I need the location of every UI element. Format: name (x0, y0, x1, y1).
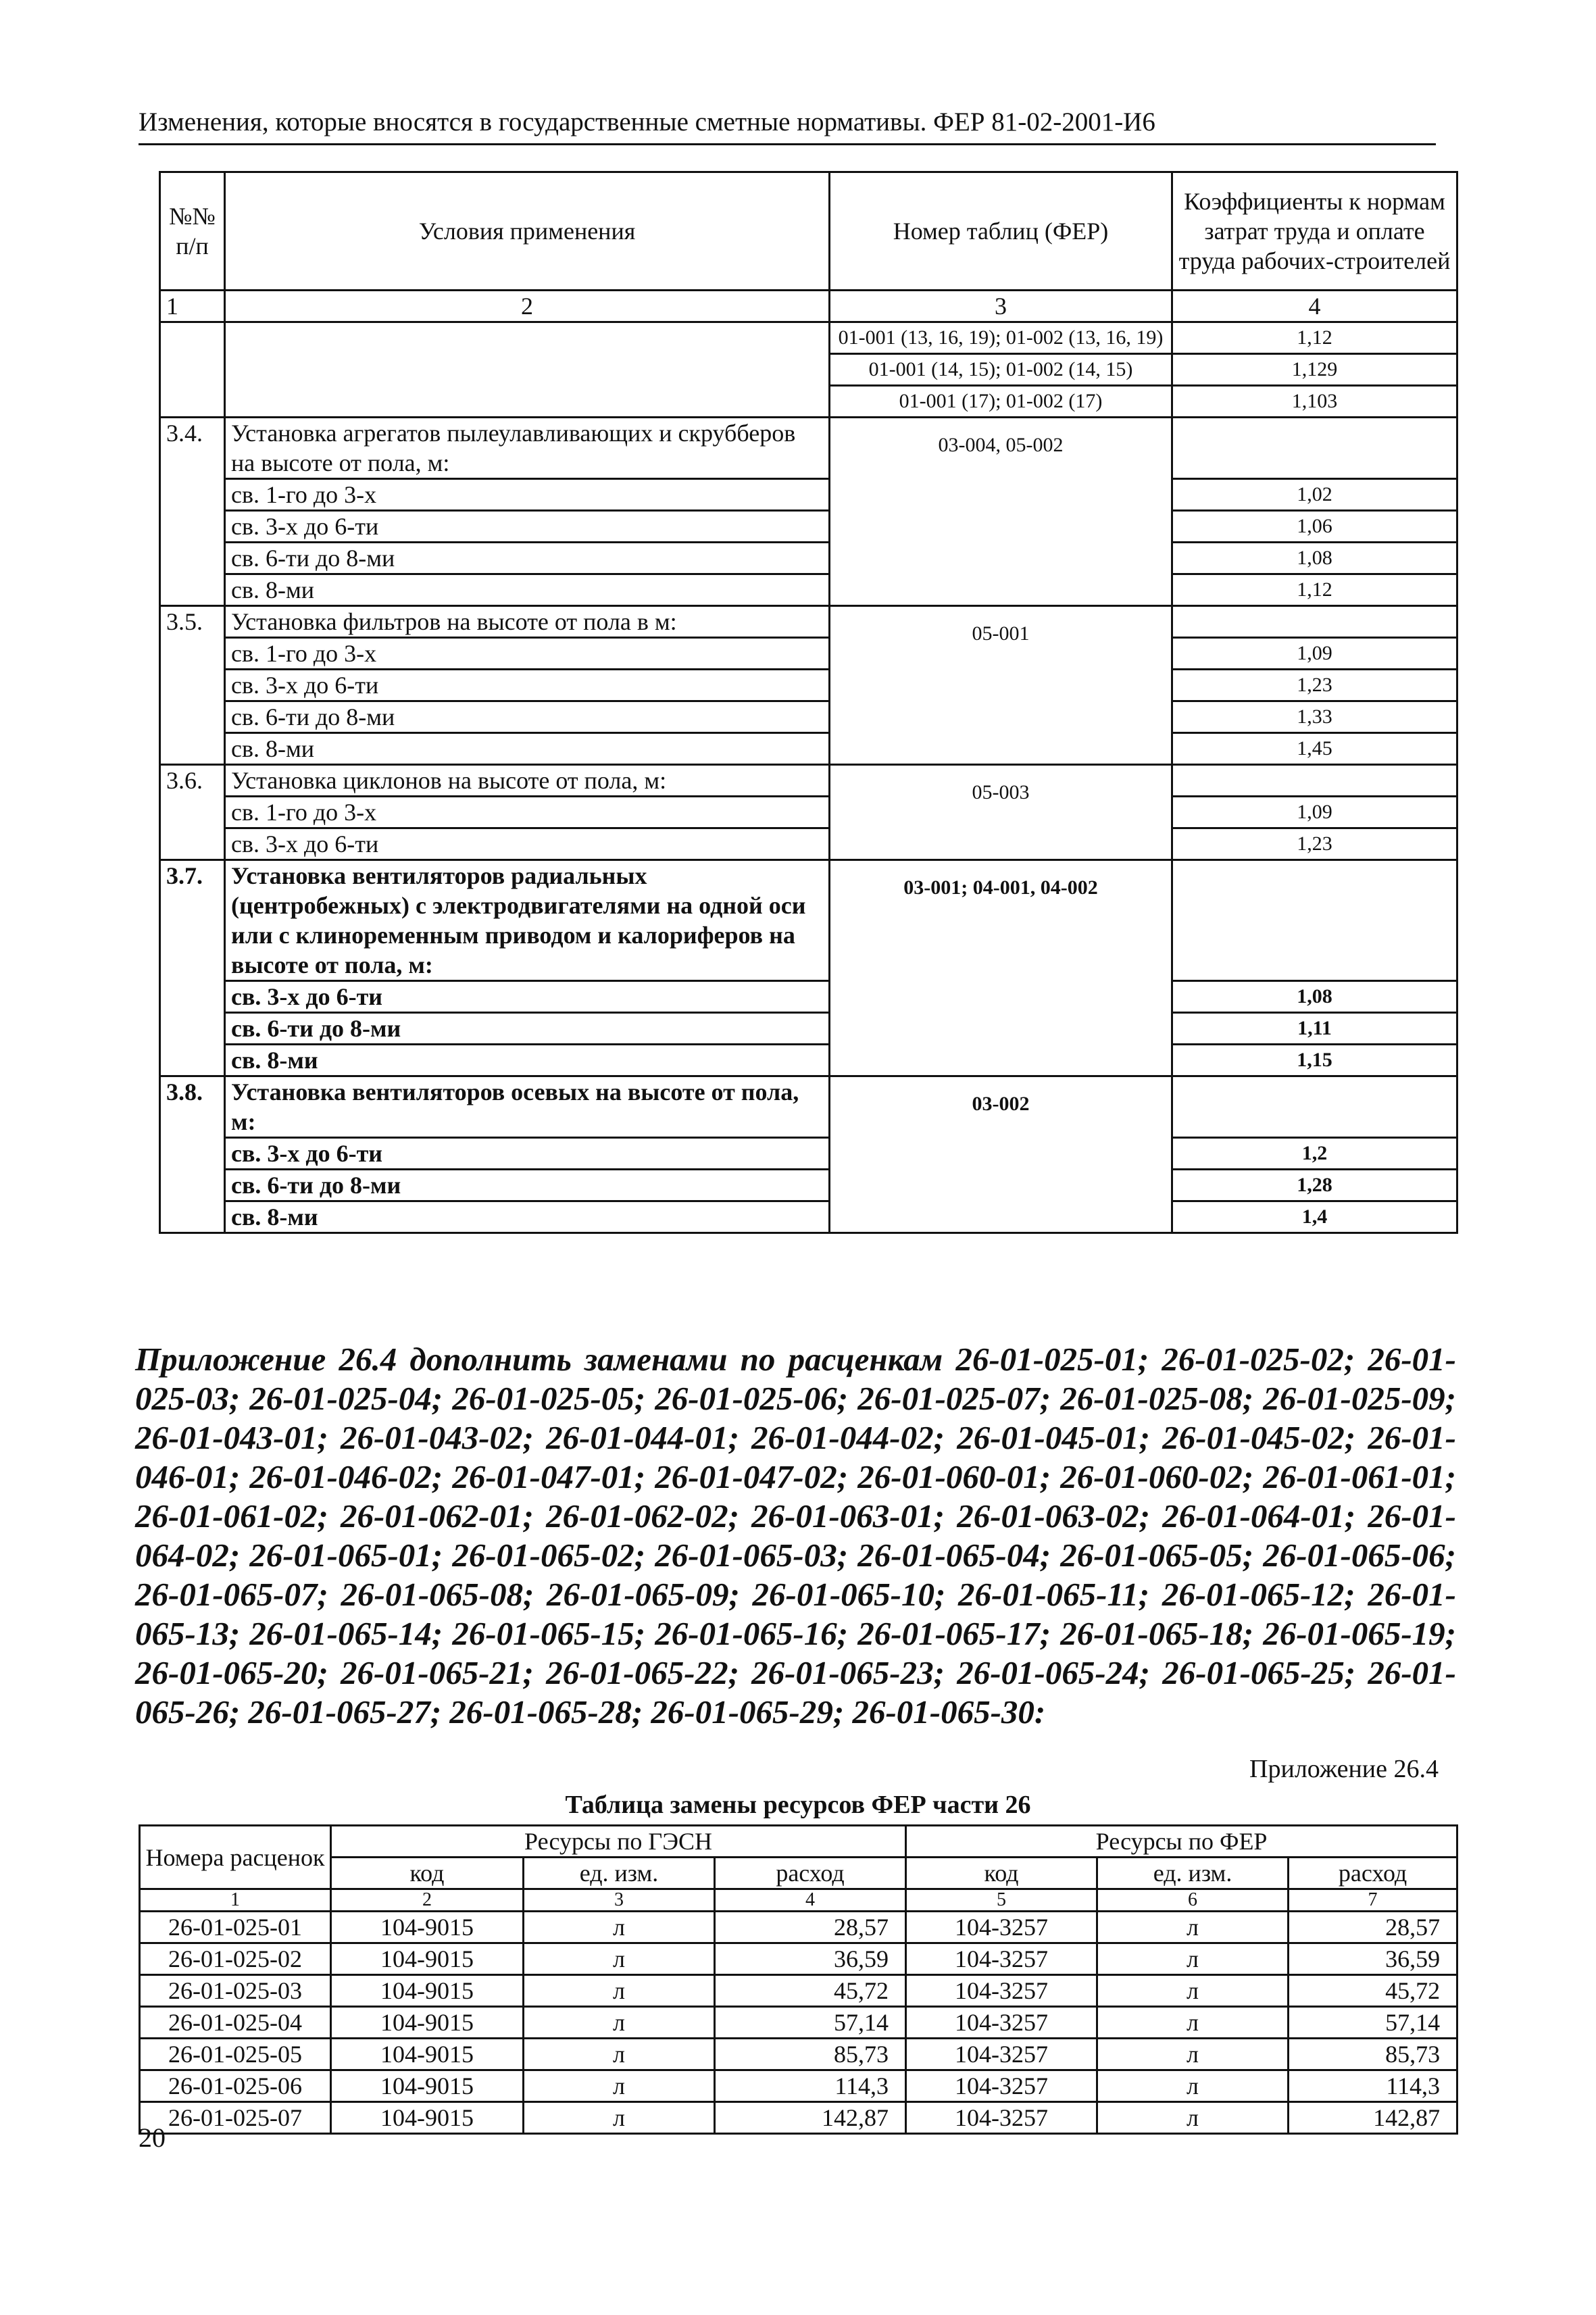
coef-cell: 1,06 (1172, 511, 1457, 543)
coef-cell-empty (1172, 418, 1457, 479)
table-cell: 26-01-025-07 (140, 2102, 331, 2134)
coef-cell: 1,12 (1172, 322, 1457, 354)
table-cell: 104-9015 (331, 1975, 524, 2007)
table-row (160, 479, 1457, 511)
coef-cell-empty (1172, 765, 1457, 797)
table-row (160, 543, 1457, 574)
table2-index-row (140, 1889, 1457, 1912)
table-cell: л (524, 1912, 715, 1943)
coef-cell-empty (1172, 1076, 1457, 1138)
header-numbers: Номера расценок (140, 1826, 331, 1889)
index-cell: 5 (906, 1889, 1097, 1912)
section-title: Установка вентиляторов осевых на высоте от пола, м: (225, 1076, 830, 1138)
table-cell: 26-01-025-05 (140, 2039, 331, 2070)
section-number: 3.7. (160, 860, 225, 1076)
coef-cell: 1,11 (1172, 1013, 1457, 1045)
table-cell: л (1097, 1943, 1289, 1975)
appendix-instruction-paragraph: Приложение 26.4 дополнить заменами по расценкам 26-01-025-01; 26-01-025-02; 26-01-025-03; 26-01-025-04; 26-01-025-05; 26-01-025-06; 26-01-025-07; 26-01-025-08; 26-01-025-09; 26-01-043-01; 26-01-043-02; 26-01-044-01; 26-01-044-02; 26-01-045-01; 26-01-045-02; 26-01-046-01; 26-01-046-02; 26-01-047-01; 26-01-047-02; 26-01-060-01; 26-01-060-02; 26-01-061-01; 26-01-061-02; 26-01-062-01; 26-01-062-02; 26-01-063-01; 26-01-063-02; 26-01-064-01; 26-01-064-02; 26-01-065-01; 26-01-065-02; 26-01-065-03; 26-01-065-04; 26-01-065-05; 26-01-065-06; 26-01-065-07; 26-01-065-08; 26-01-065-09; 26-01-065-10; 26-01-065-11; 26-01-065-12; 26-01-065-13; 26-01-065-14; 26-01-065-15; 26-01-065-16; 26-01-065-17; 26-01-065-18; 26-01-065-19; 26-01-065-20; 26-01-065-21; 26-01-065-22; 26-01-065-23; 26-01-065-24; 26-01-065-25; 26-01-065-26; 26-01-065-27; 26-01-065-28; 26-01-065-29; 26-01-065-30: (135, 1341, 1456, 1731)
section-tables: 05-003 (830, 765, 1172, 860)
empty-conditions-cell (225, 322, 830, 418)
appendix-label: Приложение 26.4 (1249, 1755, 1439, 1783)
height-condition: св. 6-ти до 8-ми (225, 1170, 830, 1201)
table-row (140, 1975, 1457, 2007)
coef-cell: 1,02 (1172, 479, 1457, 511)
section-title-row (160, 765, 1457, 797)
coef-cell: 1,103 (1172, 386, 1457, 418)
table-row (140, 1912, 1457, 1943)
table-row (160, 638, 1457, 670)
table-cell: 45,72 (715, 1975, 906, 2007)
table-row (160, 797, 1457, 828)
height-condition: св. 6-ти до 8-ми (225, 701, 830, 733)
table-cell: 36,59 (715, 1943, 906, 1975)
section-number: 3.5. (160, 606, 225, 765)
tables-cell: 01-001 (17); 01-002 (17) (830, 386, 1172, 418)
index-cell: 1 (140, 1889, 331, 1912)
coef-cell: 1,09 (1172, 638, 1457, 670)
table-row (140, 2070, 1457, 2102)
table-row (160, 574, 1457, 606)
index-cell: 2 (331, 1889, 524, 1912)
table-cell: 104-9015 (331, 1912, 524, 1943)
table2-subheader-row (140, 1858, 1457, 1889)
table-row (140, 2039, 1457, 2070)
height-condition: св. 8-ми (225, 733, 830, 765)
table-cell: 104-3257 (906, 2039, 1097, 2070)
height-condition: св. 8-ми (225, 1045, 830, 1076)
index-cell: 4 (715, 1889, 906, 1912)
section-number: 3.8. (160, 1076, 225, 1233)
table-row (160, 1138, 1457, 1170)
header-conditions: Условия применения (225, 172, 830, 291)
coef-cell: 1,09 (1172, 797, 1457, 828)
table-row (140, 2007, 1457, 2039)
section-title-row (160, 606, 1457, 638)
height-condition: св. 1-го до 3-х (225, 638, 830, 670)
table-row (160, 828, 1457, 860)
subheader-cell: ед. изм. (524, 1858, 715, 1889)
table-cell: 26-01-025-04 (140, 2007, 331, 2039)
table-cell: л (524, 1943, 715, 1975)
table-cell: л (524, 2102, 715, 2134)
table-cell: л (524, 2007, 715, 2039)
table-cell: 104-9015 (331, 2007, 524, 2039)
height-condition: св. 8-ми (225, 574, 830, 606)
height-condition: св. 1-го до 3-х (225, 797, 830, 828)
table-cell: 104-3257 (906, 1912, 1097, 1943)
table-cell: л (524, 1975, 715, 2007)
table-cell: 104-3257 (906, 1975, 1097, 2007)
coef-cell: 1,12 (1172, 574, 1457, 606)
table-row (160, 1170, 1457, 1201)
table2-header-row (140, 1826, 1457, 1858)
table-cell: 104-3257 (906, 2102, 1097, 2134)
coef-cell: 1,2 (1172, 1138, 1457, 1170)
height-condition: св. 1-го до 3-х (225, 479, 830, 511)
table1-header-row (160, 172, 1457, 291)
table-cell: 104-9015 (331, 2070, 524, 2102)
section-title: Установка фильтров на высоте от пола в м: (225, 606, 830, 638)
coef-cell: 1,15 (1172, 1045, 1457, 1076)
coef-cell: 1,33 (1172, 701, 1457, 733)
coef-cell: 1,129 (1172, 354, 1457, 386)
subheader-cell: ед. изм. (1097, 1858, 1289, 1889)
header-gesn: Ресурсы по ГЭСН (331, 1826, 906, 1858)
subheader-cell: код (331, 1858, 524, 1889)
table1-index-row (160, 291, 1457, 322)
section-tables: 05-001 (830, 606, 1172, 765)
coefficients-table (159, 171, 1458, 1234)
section-title: Установка циклонов на высоте от пола, м: (225, 765, 830, 797)
table-cell: 104-9015 (331, 2102, 524, 2134)
table-row (160, 670, 1457, 701)
empty-num-cell (160, 322, 225, 418)
table-cell: 142,87 (1289, 2102, 1457, 2134)
coef-cell-empty (1172, 606, 1457, 638)
subheader-cell: расход (715, 1858, 906, 1889)
table-cell: 114,3 (715, 2070, 906, 2102)
section-tables: 03-004, 05-002 (830, 418, 1172, 606)
page-header: Изменения, которые вносятся в государственные сметные нормативы. ФЕР 81-02-2001-И6 (139, 105, 1436, 145)
tables-cell: 01-001 (13, 16, 19); 01-002 (13, 16, 19) (830, 322, 1172, 354)
table-cell: 26-01-025-03 (140, 1975, 331, 2007)
table-cell: 36,59 (1289, 1943, 1457, 1975)
table-cell: л (1097, 2102, 1289, 2134)
height-condition: св. 3-х до 6-ти (225, 1138, 830, 1170)
table-cell: 85,73 (1289, 2039, 1457, 2070)
table-cell: 28,57 (1289, 1912, 1457, 1943)
header-fer: Ресурсы по ФЕР (906, 1826, 1457, 1858)
table-cell: 26-01-025-06 (140, 2070, 331, 2102)
subheader-cell: код (906, 1858, 1097, 1889)
coef-cell: 1,45 (1172, 733, 1457, 765)
table-row (160, 981, 1457, 1013)
resource-replacement-table (139, 1824, 1458, 2135)
table-row (160, 701, 1457, 733)
index-cell: 1 (160, 291, 225, 322)
index-cell: 6 (1097, 1889, 1289, 1912)
header-tables: Номер таблиц (ФЕР) (830, 172, 1172, 291)
section-tables: 03-001; 04-001, 04-002 (830, 860, 1172, 1076)
table-cell: л (1097, 2007, 1289, 2039)
coef-cell-empty (1172, 860, 1457, 981)
tables-cell: 01-001 (14, 15); 01-002 (14, 15) (830, 354, 1172, 386)
height-condition: св. 3-х до 6-ти (225, 828, 830, 860)
section-number: 3.6. (160, 765, 225, 860)
table-row (160, 1045, 1457, 1076)
table-cell: 142,87 (715, 2102, 906, 2134)
table-row (160, 733, 1457, 765)
height-condition: св. 8-ми (225, 1201, 830, 1233)
table-row (140, 1943, 1457, 1975)
table-row (160, 511, 1457, 543)
table-cell: л (1097, 1975, 1289, 2007)
index-cell: 2 (225, 291, 830, 322)
table-cell: л (1097, 2070, 1289, 2102)
height-condition: св. 3-х до 6-ти (225, 511, 830, 543)
table-cell: 28,57 (715, 1912, 906, 1943)
height-condition: св. 3-х до 6-ти (225, 670, 830, 701)
table-row (160, 1013, 1457, 1045)
section-title-row (160, 418, 1457, 479)
table-cell: 104-3257 (906, 2007, 1097, 2039)
table-cell: 85,73 (715, 2039, 906, 2070)
coef-cell: 1,23 (1172, 670, 1457, 701)
replacement-table-title: Таблица замены ресурсов ФЕР части 26 (565, 1791, 1031, 1819)
table-row (160, 1201, 1457, 1233)
table-cell: л (1097, 1912, 1289, 1943)
index-cell: 4 (1172, 291, 1457, 322)
section-tables: 03-002 (830, 1076, 1172, 1233)
section-number: 3.4. (160, 418, 225, 606)
table-cell: 104-3257 (906, 1943, 1097, 1975)
coef-cell: 1,28 (1172, 1170, 1457, 1201)
coef-cell: 1,08 (1172, 543, 1457, 574)
table-cell: 45,72 (1289, 1975, 1457, 2007)
index-cell: 7 (1289, 1889, 1457, 1912)
coef-cell: 1,23 (1172, 828, 1457, 860)
header-num: №№ п/п (160, 172, 225, 291)
table-cell: 104-9015 (331, 1943, 524, 1975)
table-cell: 57,14 (1289, 2007, 1457, 2039)
index-cell: 3 (524, 1889, 715, 1912)
section-title-row (160, 860, 1457, 981)
table-cell: л (1097, 2039, 1289, 2070)
table-cell: 104-3257 (906, 2070, 1097, 2102)
table-cell: 26-01-025-01 (140, 1912, 331, 1943)
height-condition: св. 6-ти до 8-ми (225, 543, 830, 574)
table-cell: л (524, 2070, 715, 2102)
section-title-row (160, 1076, 1457, 1138)
height-condition: св. 6-ти до 8-ми (225, 1013, 830, 1045)
table-row (160, 322, 1457, 354)
table-row (140, 2102, 1457, 2134)
index-cell: 3 (830, 291, 1172, 322)
table-cell: л (524, 2039, 715, 2070)
table-cell: 104-9015 (331, 2039, 524, 2070)
subheader-cell: расход (1289, 1858, 1457, 1889)
coef-cell: 1,08 (1172, 981, 1457, 1013)
height-condition: св. 3-х до 6-ти (225, 981, 830, 1013)
page-number: 20 (139, 2122, 166, 2153)
coef-cell: 1,4 (1172, 1201, 1457, 1233)
section-title: Установка вентиляторов радиальных (центробежных) с электродвигателями на одной оси или с клиноременным приводом и калориферов на высоте от пола, м: (225, 860, 830, 981)
section-title: Установка агрегатов пылеулавливающих и скрубберов на высоте от пола, м: (225, 418, 830, 479)
table-cell: 26-01-025-02 (140, 1943, 331, 1975)
header-coef: Коэффициенты к нормам затрат труда и оплате труда рабочих-строителей (1172, 172, 1457, 291)
table-cell: 114,3 (1289, 2070, 1457, 2102)
table-cell: 57,14 (715, 2007, 906, 2039)
